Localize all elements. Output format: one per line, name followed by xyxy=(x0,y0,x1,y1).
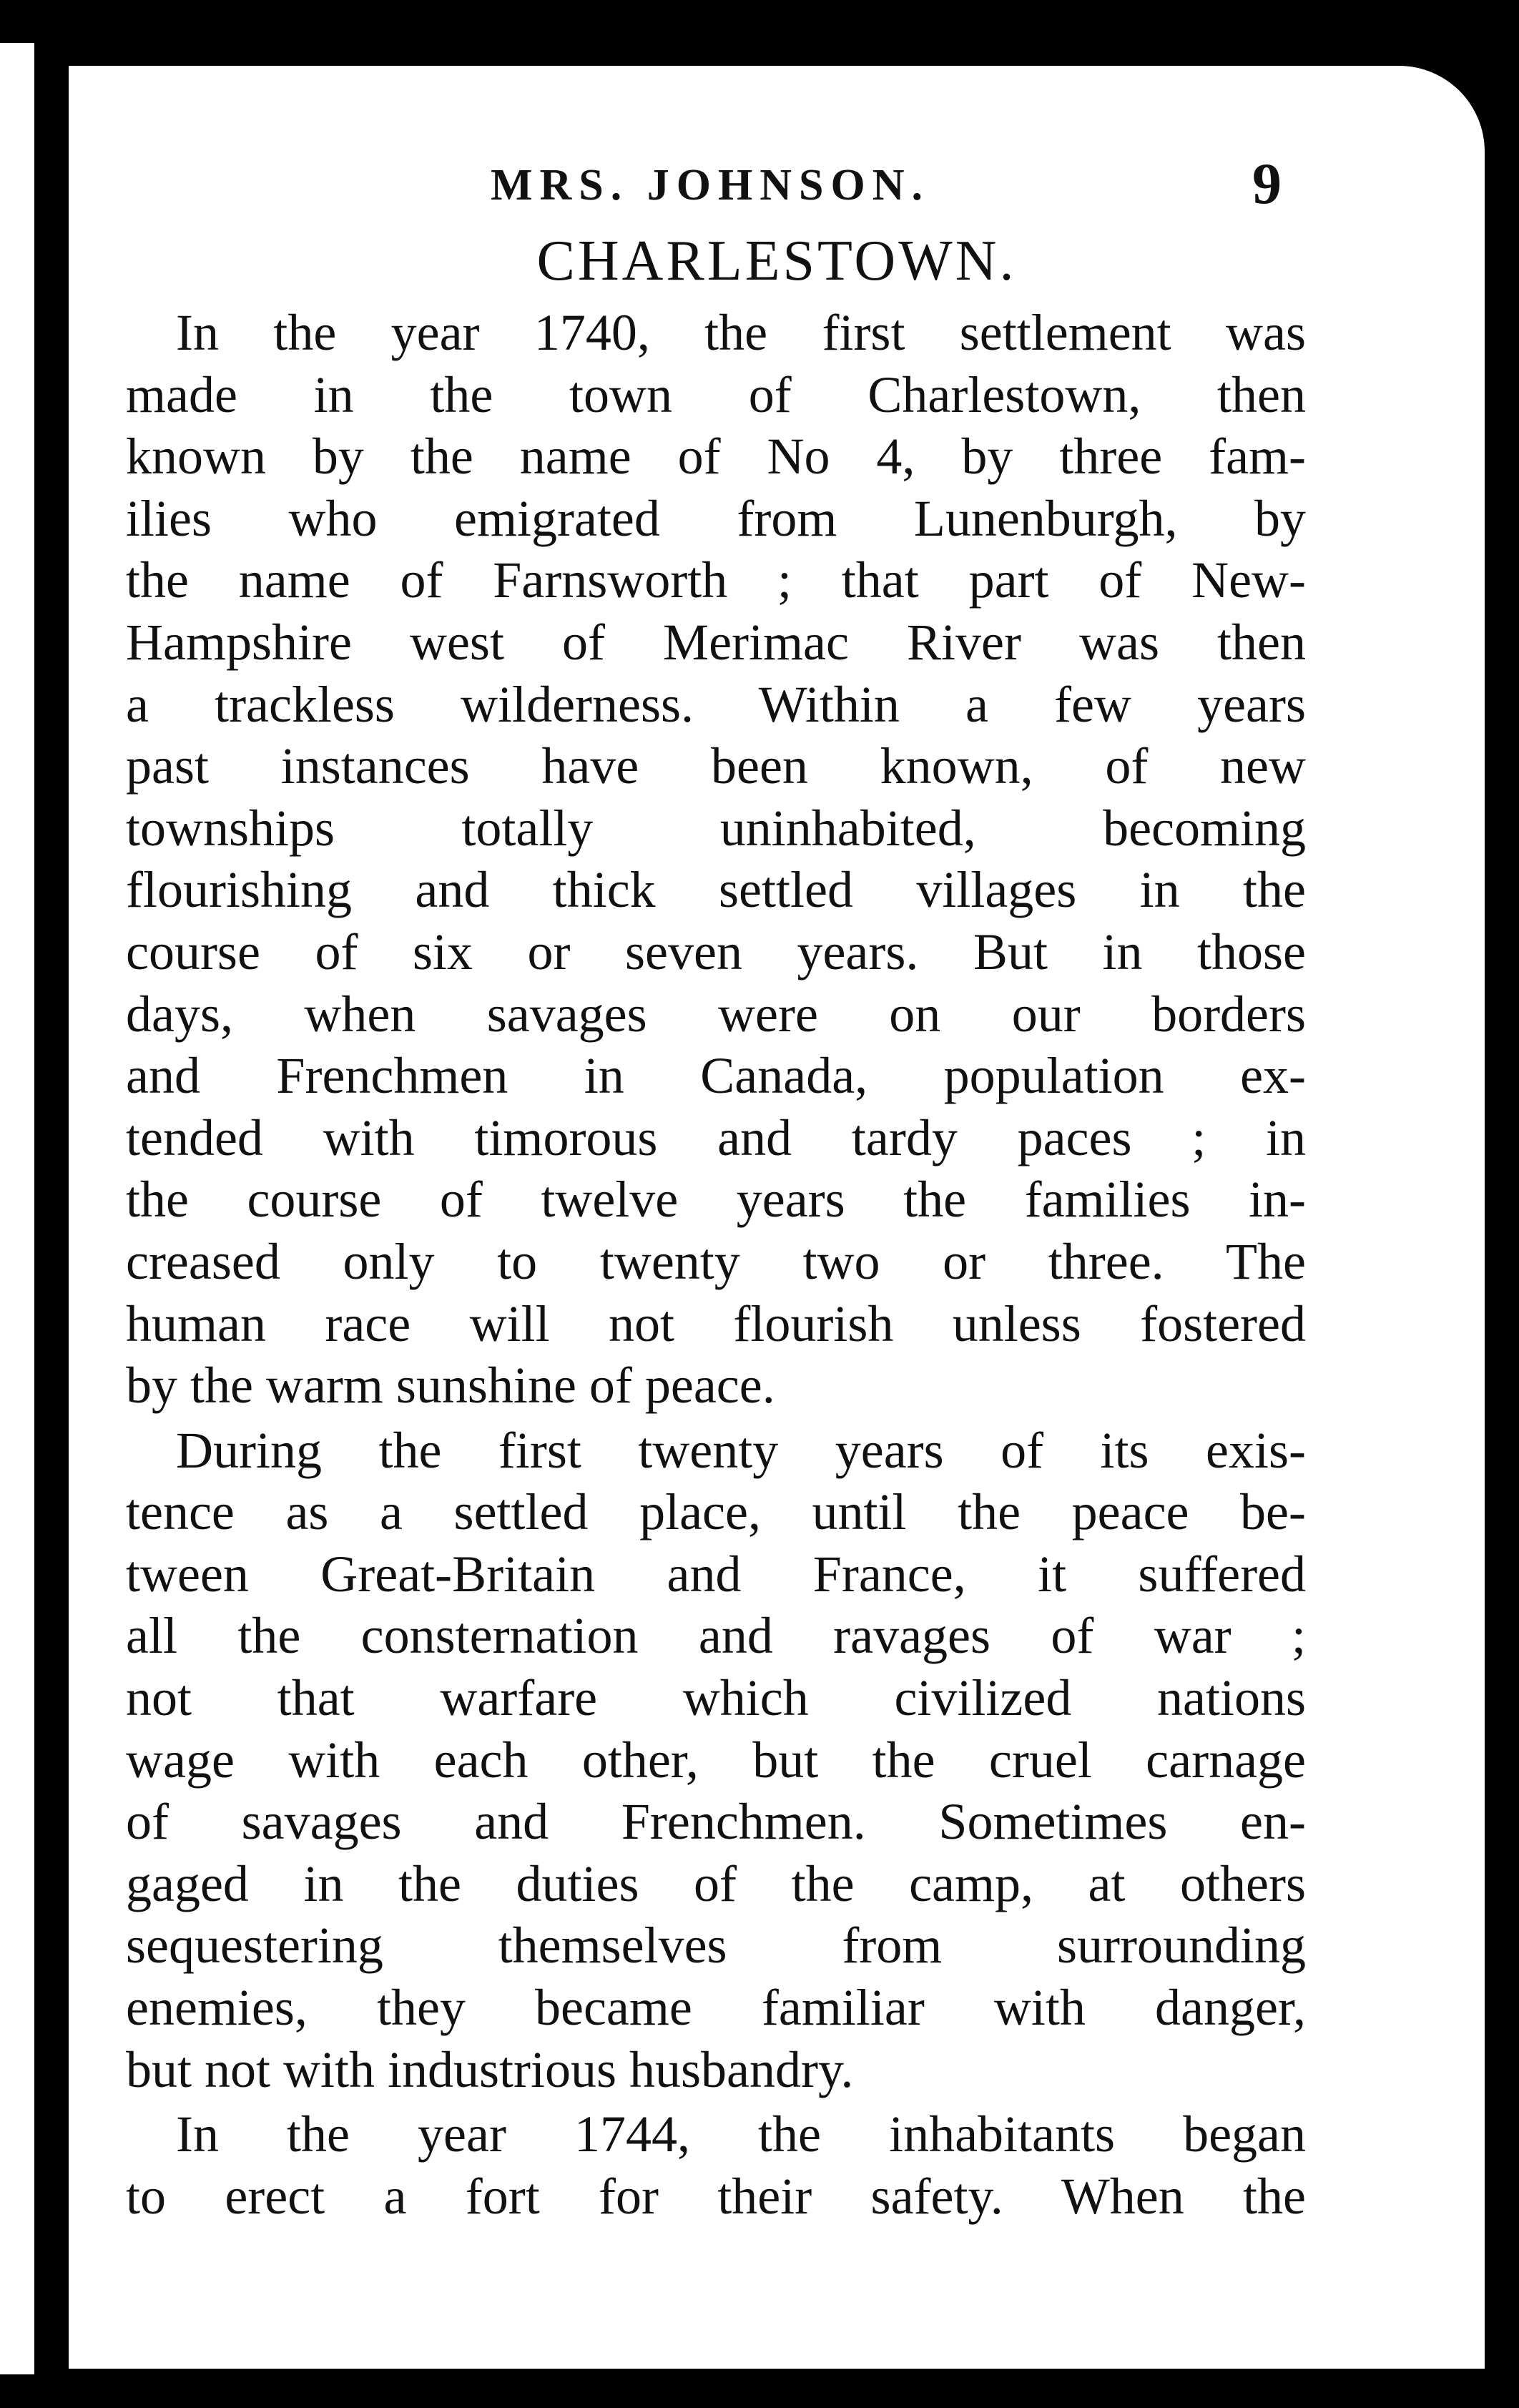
book-page xyxy=(69,66,1485,2369)
text-line: tended with timorous and tardy paces ; in xyxy=(126,1109,1306,1166)
running-head xyxy=(69,151,1485,225)
text-line: known by the name of No 4, by three fam- xyxy=(126,428,1306,486)
text-line: by the warm sunshine of peace. xyxy=(126,1357,775,1415)
text-line: townships totally uninhabited, becoming xyxy=(126,799,1306,857)
adjacent-page-edge xyxy=(0,43,34,2374)
text-line: of savages and Frenchmen. Sometimes en- xyxy=(126,1793,1306,1851)
text-line: ilies who emigrated from Lunenburgh, by xyxy=(126,489,1306,547)
text-line: tence as a settled place, until the peace be- xyxy=(126,1483,1306,1541)
text-line: Hampshire west of Merimac River was then xyxy=(126,613,1306,671)
running-title: MRS. JOHNSON. xyxy=(491,161,930,210)
text-line: past instances have been known, of new xyxy=(126,737,1306,795)
text-line: not that warfare which civilized nations xyxy=(126,1669,1306,1727)
text-line: a trackless wilderness. Within a few years xyxy=(126,675,1306,733)
body-text xyxy=(126,302,1306,2227)
text-line: to erect a fort for their safety. When the xyxy=(126,2167,1306,2225)
text-line: In the year 1744, the inhabitants began xyxy=(176,2105,1306,2163)
chapter-heading: CHARLESTOWN. xyxy=(536,230,1017,293)
text-line: days, when savages were on our borders xyxy=(126,985,1306,1043)
page-number: 9 xyxy=(1252,151,1282,216)
scan-left-border xyxy=(0,0,69,2408)
text-line: gaged in the duties of the camp, at others xyxy=(126,1854,1306,1912)
text-line: the course of twelve years the families in- xyxy=(126,1171,1306,1229)
text-line: wage with each other, but the cruel carnage xyxy=(126,1731,1306,1789)
text-line: tween Great-Britain and France, it suffered xyxy=(126,1545,1306,1603)
text-line: flourishing and thick settled villages in the xyxy=(126,861,1306,919)
text-line: course of six or seven years. But in those xyxy=(126,923,1306,981)
text-line: In the year 1740, the first settlement was xyxy=(176,304,1306,361)
text-line: but not with industrious husbandry. xyxy=(126,2040,854,2098)
text-line: creased only to twenty two or three. The xyxy=(126,1232,1306,1290)
text-line: sequestering themselves from surrounding xyxy=(126,1917,1306,1975)
text-line: the name of Farnsworth ; that part of New- xyxy=(126,551,1306,609)
text-line: human race will not flourish unless fostered xyxy=(126,1294,1306,1352)
text-line: made in the town of Charlestown, then xyxy=(126,365,1306,423)
text-line: enemies, they became familiar with danger, xyxy=(126,1979,1306,2037)
text-line: all the consternation and ravages of war ; xyxy=(126,1607,1306,1665)
text-line: During the first twenty years of its exis- xyxy=(176,1421,1306,1479)
text-line: and Frenchmen in Canada, population ex- xyxy=(126,1047,1306,1105)
